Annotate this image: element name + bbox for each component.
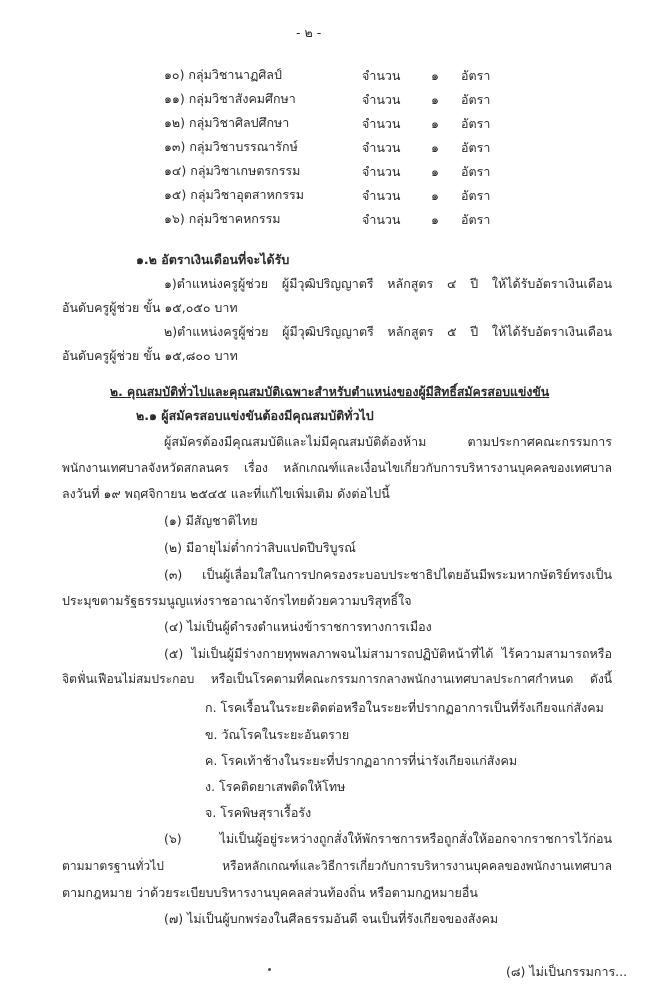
list-item: ง. โรคติดยาเสพติดให้โทษ <box>205 779 346 794</box>
count-value: ๑ <box>431 164 439 179</box>
list-item: ๑๑) กลุ่มวิชาสังคมศึกษา <box>164 91 296 106</box>
salary-heading: ๑.๒ อัตราเงินเดือนที่จะได้รับ <box>136 252 290 267</box>
count-value: ๑ <box>431 188 439 203</box>
count-label: จำนวน <box>362 140 401 155</box>
count-value: ๑ <box>431 68 439 83</box>
intro-paragraph: ผู้สมัครต้องมีคุณสมบัติและไม่มีคุณสมบัติต้องห้าม ตามประกาศคณะกรรมการ <box>164 434 612 449</box>
count-unit: อัตรา <box>461 116 491 131</box>
count-unit: อัตรา <box>461 68 491 83</box>
qualification-1: (๑) มีสัญชาติไทย <box>164 513 258 528</box>
salary-item-1: ๑)ตำแหน่งครูผู้ช่วย ผู้มีวุฒิปริญญาตรี หลักสูตร ๔ ปี ให้ได้รับอัตราเงินเดือน <box>164 276 612 291</box>
qualification-4: (๔) ไม่เป็นผู้ดำรงตำแหน่งข้าราชการทางการเมือง <box>164 619 432 634</box>
page-number: - ๒ - <box>296 25 322 40</box>
count-unit: อัตรา <box>461 188 491 203</box>
section-2-1-heading: ๒.๑ ผู้สมัครสอบแข่งขันต้องมีคุณสมบัติทั่วไป <box>136 408 374 423</box>
qualification-5-cont: จิตฟั่นเฟือนไม่สมประกอบ หรือเป็นโรคตามที่คณะกรรมการกลางพนักงานเทศบาลประกาศกำหนด ดังนี้ <box>62 672 612 686</box>
list-item: ๑๒) กลุ่มวิชาศิลปศึกษา <box>164 115 290 130</box>
list-item: ๑๖) กลุ่มวิชาคหกรรม <box>164 211 281 226</box>
list-item: ข. วัณโรคในระยะอันตราย <box>205 727 350 742</box>
count-unit: อัตรา <box>461 164 491 179</box>
list-item: ๑๕) กลุ่มวิชาอุตสาหกรรม <box>164 187 304 202</box>
count-unit: อัตรา <box>461 92 491 107</box>
list-item: ๑๓) กลุ่มวิชาบรรณารักษ์ <box>164 139 298 154</box>
qualification-6: (๖) ไม่เป็นผู้อยู่ระหว่างถูกสั่งให้พักราชการหรือถูกสั่งให้ออกจากราชการไว้ก่อน <box>164 831 612 846</box>
list-item: ก. โรคเรื้อนในระยะติดต่อหรือในระยะที่ปรากฏอาการเป็นที่รังเกียจแก่สังคม <box>205 700 604 715</box>
scan-speck <box>268 968 271 971</box>
count-label: จำนวน <box>362 116 401 131</box>
count-label: จำนวน <box>362 188 401 203</box>
salary-item-2: ๒)ตำแหน่งครูผู้ช่วย ผู้มีวุฒิปริญญาตรี หลักสูตร ๕ ปี ให้ได้รับอัตราเงินเดือน <box>164 324 612 339</box>
intro-paragraph-cont: พนักงานเทศบาลจังหวัดสกลนคร เรื่อง หลักเกณฑ์และเงื่อนไขเกี่ยวกับการบริหารงานบุคคลของเทศบาล <box>62 461 612 475</box>
count-unit: อัตรา <box>461 212 491 227</box>
count-value: ๑ <box>431 92 439 107</box>
count-value: ๑ <box>431 116 439 131</box>
qualification-2: (๒) มีอายุไม่ต่ำกว่าสิบแปดปีบริบูรณ์ <box>164 540 356 555</box>
count-value: ๑ <box>431 140 439 155</box>
count-label: จำนวน <box>362 164 401 179</box>
salary-item-2-cont: อันดับครูผู้ช่วย ขั้น ๑๕,๘๐๐ บาท <box>62 348 238 363</box>
qualification-6-end: ตามกฎหมาย ว่าด้วยระเบียบบริหารงานบุคคลส่วนท้องถิ่น หรือตามกฎหมายอื่น <box>62 885 478 900</box>
count-unit: อัตรา <box>461 140 491 155</box>
count-label: จำนวน <box>362 68 401 83</box>
continuation-text: (๘) ไม่เป็นกรรมการ... <box>506 964 628 979</box>
count-label: จำนวน <box>362 92 401 107</box>
salary-item-1-cont: อันดับครูผู้ช่วย ขั้น ๑๕,๐๕๐ บาท <box>62 300 238 315</box>
qualification-7: (๗) ไม่เป็นผู้บกพร่องในศีลธรรมอันดี จนเป็นที่รังเกียจของสังคม <box>164 911 499 926</box>
qualification-5: (๕) ไม่เป็นผู้มีร่างกายทุพพลภาพจนไม่สามารถปฏิบัติหน้าที่ได้ ไร้ความสามารถหรือ <box>164 646 612 661</box>
intro-paragraph-end: ลงวันที่ ๑๙ พฤศจิกายน ๒๕๔๕ และที่แก้ไขเพิ่มเติม ดังต่อไปนี้ <box>62 486 390 501</box>
count-label: จำนวน <box>362 212 401 227</box>
qualification-3-cont: ประมุขตามรัฐธรรมนูญแห่งราชอาณาจักรไทยด้วยความบริสุทธิ์ใจ <box>62 593 412 608</box>
list-item: ค. โรคเท้าช้างในระยะที่ปรากฏอาการที่น่ารังเกียจแก่สังคม <box>205 753 518 768</box>
list-item: จ. โรคพิษสุราเรื้อรัง <box>205 805 312 820</box>
count-value: ๑ <box>431 212 439 227</box>
qualification-3: (๓) เป็นผู้เลื่อมใสในการปกครองระบอบประชาธิปไตยอันมีพระมหากษัตริย์ทรงเป็น <box>164 567 612 582</box>
section-2-heading: ๒. คุณสมบัติทั่วไปและคุณสมบัติเฉพาะสำหรับตำแหน่งของผู้มีสิทธิ์สมัครสอบแข่งขัน <box>110 385 550 399</box>
list-item: ๑๔) กลุ่มวิชาเกษตรกรรม <box>164 163 301 178</box>
list-item: ๑๐) กลุ่มวิชานาฏศิลป์ <box>164 67 282 82</box>
qualification-6-cont: ตามมาตรฐานทั่วไป หรือหลักเกณฑ์และวิธีการเกี่ยวกับการบริหารงานบุคคลของพนักงานเทศบาล <box>62 859 612 873</box>
